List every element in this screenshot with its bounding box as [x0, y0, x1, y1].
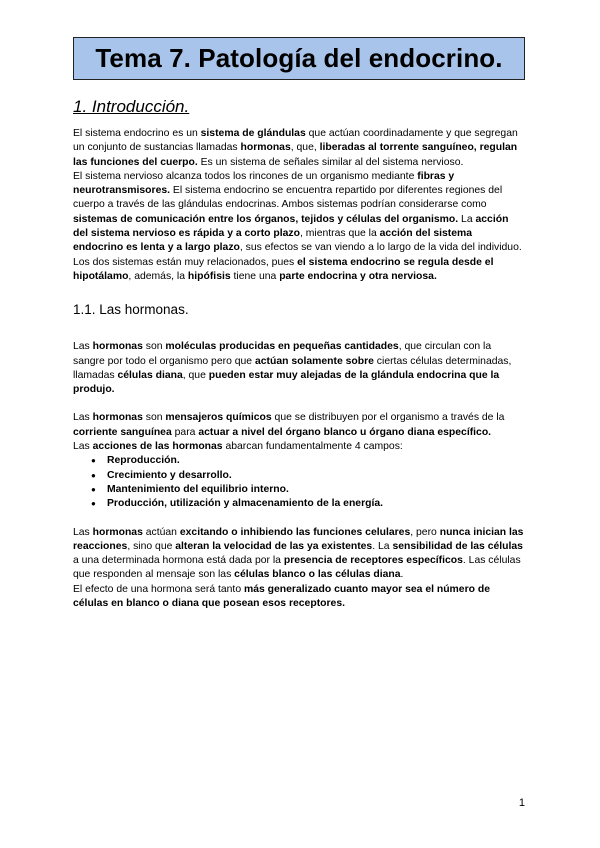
text-run: que se distribuyen por el organismo a través de la: [271, 412, 505, 424]
bold-text-run: el sistema endocrino se regula desde el hipotálamo: [73, 256, 494, 282]
text-run: , sino que: [127, 540, 176, 552]
hormone-actions-list: [73, 454, 525, 511]
text-run: , que: [182, 369, 209, 381]
title-box: [73, 37, 525, 80]
bold-text-run: sensibilidad de las células: [392, 540, 523, 552]
text-run: , que,: [290, 142, 320, 154]
list-item: ● Reproducción.: [107, 454, 525, 468]
bold-text-run: actúan solamente sobre: [254, 355, 374, 367]
text-run: .: [400, 569, 404, 581]
text-run: , que circulan con la sangre por todo el organismo pero que: [73, 341, 492, 367]
page-number: 1: [518, 797, 525, 809]
bold-text-run: liberadas al torrente sanguíneo, regulan las funciones del cuerpo.: [73, 142, 518, 168]
text-run: tiene una: [230, 270, 280, 282]
text-run: La: [458, 213, 476, 225]
list-item: ● Crecimiento y desarrollo.: [107, 469, 525, 483]
text-run: , pero: [410, 526, 440, 538]
bold-text-run: corriente sanguínea: [73, 426, 172, 438]
text-run: El sistema endocrino es un: [73, 128, 201, 139]
bold-text-run: acción del sistema nervioso es rápida y a corto plazo: [73, 213, 509, 240]
intro-paragraph-1: [73, 127, 525, 170]
text-run: El sistema endocrino se encuentra repartido por diferentes regiones del cuerpo a través de las glándulas endocrinas. Ambos sistemas podrían considerarse como: [73, 185, 503, 211]
bold-text-run: acción del sistema endocrino es lenta y a largo plazo: [73, 228, 473, 254]
bold-text-run: actuar a nivel del órgano blanco u órgano diana específico.: [198, 426, 492, 438]
bold-text-run: parte endocrina y otra nerviosa.: [279, 270, 437, 282]
bold-text-run: células blanco o las células diana: [234, 569, 401, 581]
text-run: , mientras que la: [299, 228, 380, 240]
bold-text-run: nunca inician las reacciones: [73, 526, 524, 552]
intro-paragraph-2: [73, 170, 525, 284]
bold-text-run: fibras y neurotransmisores.: [73, 170, 455, 197]
text-run: ciertas células determinadas, llamadas: [73, 355, 512, 381]
text-run: a una determinada hormona está dada por la: [73, 555, 284, 567]
text-run: Es un sistema de señales similar al del sistema nervioso.: [197, 156, 464, 168]
text-run: actúan: [142, 526, 180, 538]
bold-text-run: hormonas: [92, 526, 143, 538]
bold-text-run: excitando o inhibiendo las funciones celulares: [179, 526, 411, 538]
text-run: Las: [73, 341, 93, 353]
bold-text-run: alteran la velocidad de las ya existentes: [175, 540, 373, 552]
bold-text-run: presencia de receptores específicos: [283, 555, 463, 567]
bold-text-run: mensajeros químicos: [165, 412, 272, 424]
text-run: El efecto de una hormona será tanto: [73, 583, 244, 595]
text-run: Las: [73, 441, 93, 453]
section-heading-introduccion: 1. Introducción.: [73, 97, 190, 116]
bold-text-run: sistemas de comunicación entre los órganos, tejidos y células del organismo.: [73, 213, 459, 225]
text-run: para: [171, 426, 199, 438]
hormonas-paragraph-5: [73, 583, 525, 612]
bold-text-run: hipófisis: [187, 270, 231, 282]
bold-text-run: hormonas: [240, 142, 291, 154]
text-run: , además, la: [128, 270, 188, 282]
subsection-heading-hormonas: 1.1. Las hormonas.: [73, 302, 189, 318]
bold-text-run: pueden estar muy alejadas de la glándula endocrina que la produjo.: [73, 369, 500, 396]
text-run: Las: [73, 412, 93, 424]
text-run: son: [142, 412, 166, 424]
text-run: El sistema nervioso alcanza todos los rincones de un organismo mediante: [73, 170, 418, 182]
document-body: [73, 95, 525, 611]
hormonas-paragraph-1: [73, 340, 525, 397]
bold-text-run: más generalizado cuanto mayor sea el número de células en blanco o diana que posean esos receptores.: [73, 583, 490, 610]
hormonas-paragraph-3: [73, 440, 525, 454]
hormonas-paragraph-4: [73, 526, 525, 583]
text-run: , sus efectos se van viendo a lo largo de la vida del individuo. Los dos sistemas están muy relacionados, pues: [73, 242, 522, 268]
text-run: que actúan coordinadamente y que segregan un conjunto de sustancias llamadas: [73, 128, 518, 154]
list-item: ● Producción, utilización y almacenamiento de la energía.: [107, 497, 525, 511]
text-run: Las: [73, 526, 93, 538]
text-run: abarcan fundamentalmente 4 campos:: [222, 441, 403, 453]
bold-text-run: moléculas producidas en pequeñas cantidades: [165, 341, 399, 353]
bold-text-run: células diana: [117, 369, 183, 381]
bold-text-run: hormonas: [92, 412, 143, 424]
bold-text-run: acciones de las hormonas: [92, 441, 223, 453]
hormonas-paragraph-2: [73, 411, 525, 440]
text-run: . Las células que responden al mensaje son las: [73, 555, 521, 581]
bold-text-run: hormonas: [92, 341, 143, 353]
bold-text-run: sistema de glándulas: [200, 128, 306, 139]
text-run: son: [142, 341, 166, 353]
document-title: Tema 7. Patología del endocrino.: [95, 43, 503, 73]
text-run: . La: [372, 540, 393, 552]
list-item: ● Mantenimiento del equilibrio interno.: [107, 483, 525, 497]
